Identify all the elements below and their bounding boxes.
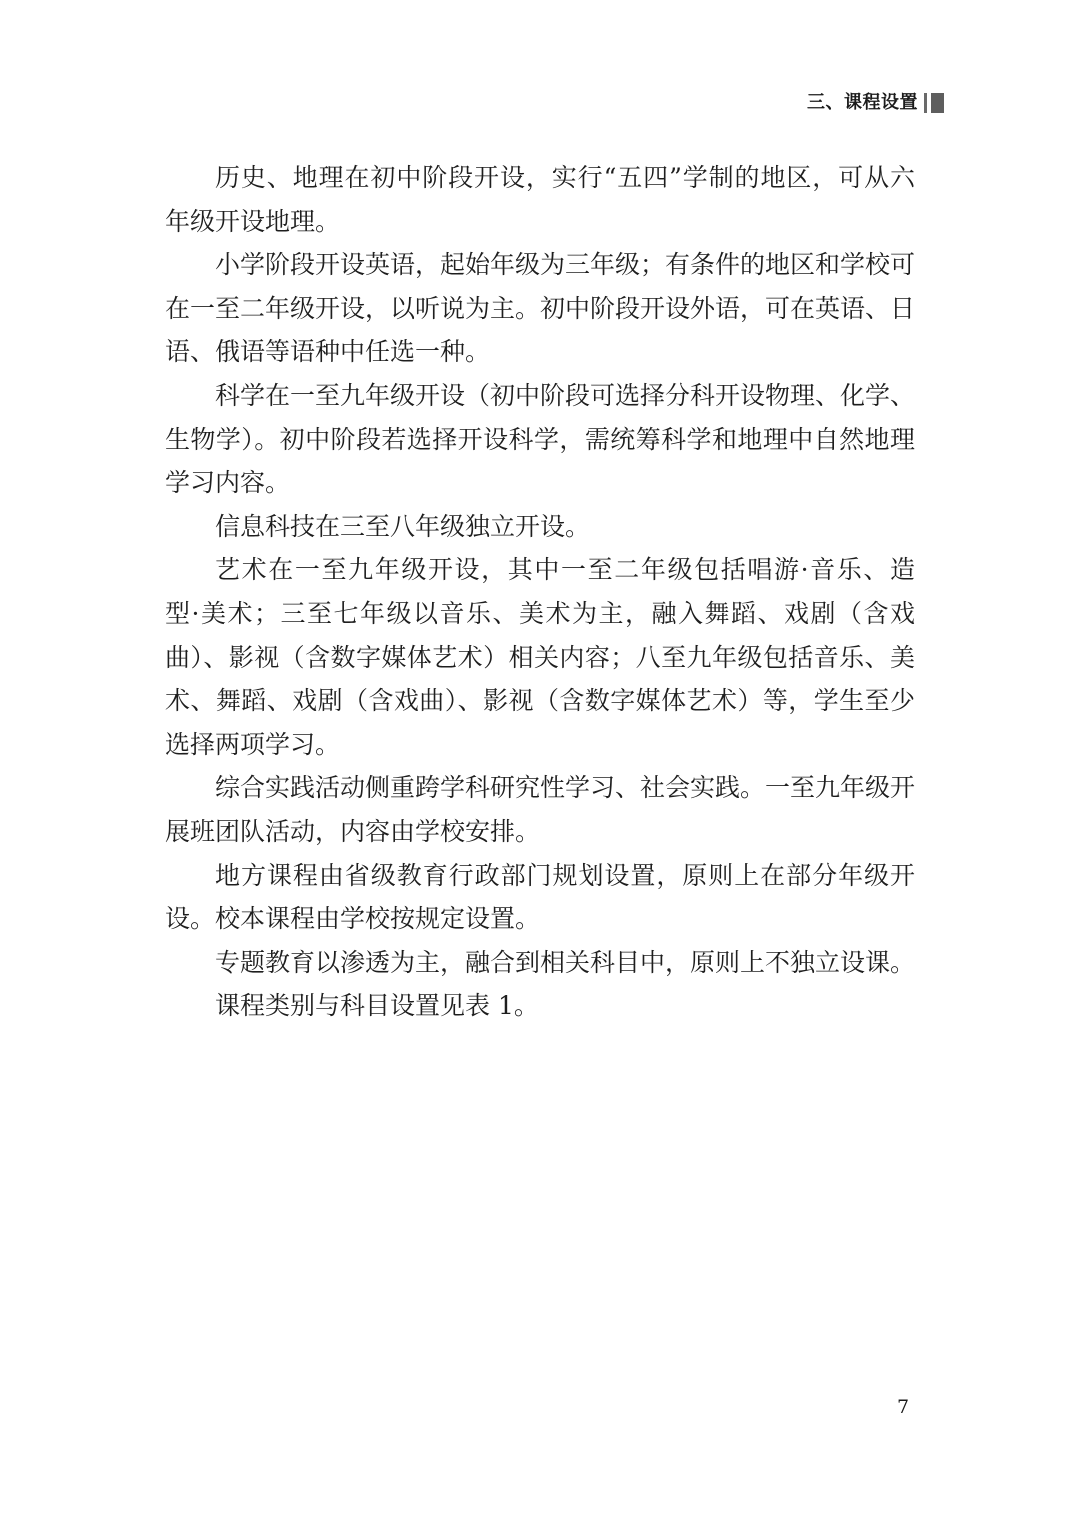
header-bar-marker-thick	[931, 93, 944, 113]
text-line: 科学在一至九年级开设（初中阶段可选择分科开设物理、化学、	[215, 380, 915, 410]
paragraph	[165, 505, 915, 549]
text-line: 小学阶段开设英语，起始年级为三年级；有条件的地区和学校可	[215, 250, 915, 280]
text-line: 展班团队活动，内容由学校安排。	[165, 816, 541, 846]
section-title: 三、课程设置	[807, 92, 918, 113]
paragraph	[165, 984, 915, 1028]
paragraph	[165, 854, 915, 941]
text-line: 在一至二年级开设，以听说为主。初中阶段开设外语，可在英语、日	[165, 293, 915, 323]
paragraph	[165, 243, 915, 374]
text-line: 年级开设地理。	[165, 206, 341, 236]
text-line: 选择两项学习。	[165, 729, 341, 759]
header-bar-marker-thin	[924, 93, 927, 113]
text-line: 术、舞蹈、戏剧（含戏曲）、影视（含数字媒体艺术）等，学生至少	[165, 686, 915, 716]
text-line: 专题教育以渗透为主，融合到相关科目中，原则上不独立设课。	[215, 947, 915, 977]
text-line: 信息科技在三至八年级独立开设。	[215, 511, 591, 541]
paragraph	[165, 548, 915, 766]
text-line: 曲）、影视（含数字媒体艺术）相关内容；八至九年级包括音乐、美	[165, 642, 915, 672]
text-line: 艺术在一至九年级开设，其中一至二年级包括唱游·音乐、造	[215, 555, 915, 585]
paragraph	[165, 156, 915, 243]
text-line: 课程类别与科目设置见表 1。	[215, 991, 539, 1021]
page-number: 7	[897, 1396, 910, 1418]
text-line: 历史、地理在初中阶段开设，实行“五四”学制的地区，可从六	[215, 163, 915, 192]
paragraph	[165, 941, 915, 985]
text-line: 语、俄语等语种中任选一种。	[165, 337, 491, 367]
paragraph	[165, 766, 915, 853]
text-line: 设。校本课程由学校按规定设置。	[165, 904, 541, 934]
paragraph	[165, 374, 915, 505]
text-line: 生物学）。初中阶段若选择开设科学，需统筹科学和地理中自然地理	[165, 424, 915, 454]
text-line: 型·美术；三至七年级以音乐、美术为主，融入舞蹈、戏剧（含戏	[165, 598, 915, 628]
text-line: 地方课程由省级教育行政部门规划设置，原则上在部分年级开	[215, 860, 915, 890]
body-text	[165, 156, 915, 1028]
running-header	[807, 90, 944, 116]
text-line: 学习内容。	[165, 468, 291, 498]
text-line: 综合实践活动侧重跨学科研究性学习、社会实践。一至九年级开	[215, 773, 915, 803]
